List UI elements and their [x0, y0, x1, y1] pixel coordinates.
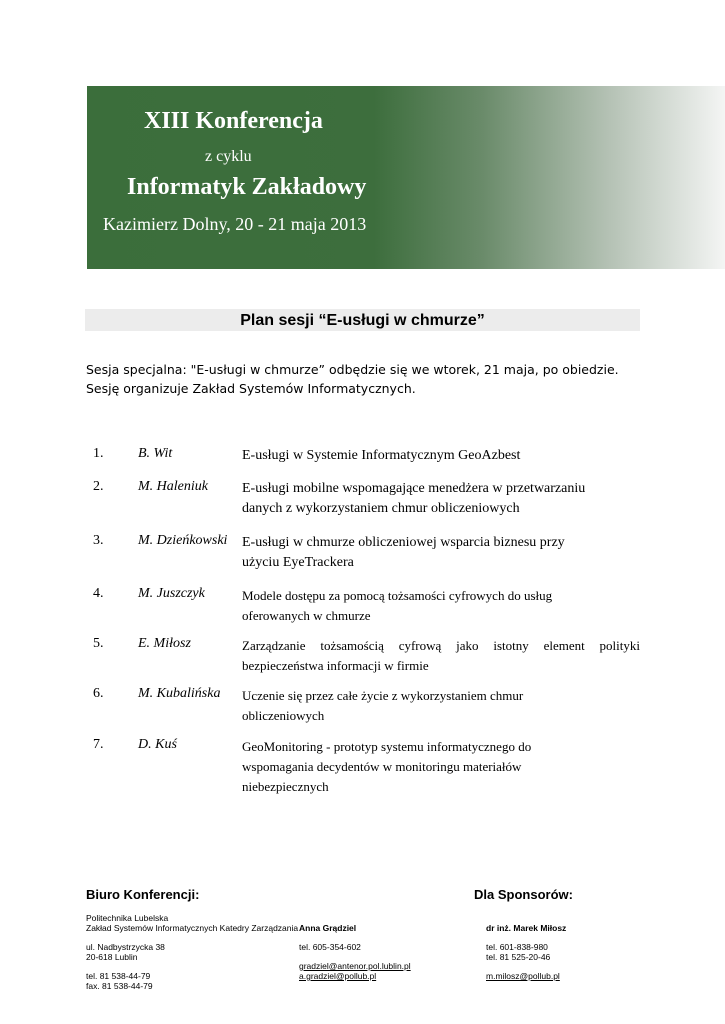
contact2-tel1: tel. 601-838-980 — [486, 942, 548, 952]
agenda-author: B. Wit — [138, 446, 173, 461]
contact1-tel: tel. 605-354-602 — [299, 942, 361, 952]
agenda-talk-title — [242, 737, 640, 797]
banner-subtitle: z cyklu — [205, 148, 252, 165]
contact1-email2[interactable]: a.gradziel@pollub.pl — [299, 971, 377, 981]
talk-line: E-usługi w chmurze obliczeniowej wsparcia biznesu przy — [242, 535, 565, 550]
agenda-author: M. Haleniuk — [138, 479, 208, 494]
session-title: Plan sesji “E-usługi w chmurze” — [85, 309, 640, 331]
agenda-author: M. Kubalińska — [138, 686, 221, 701]
talk-line: bezpieczeństwa informacji w firmie — [242, 658, 429, 673]
agenda-number: 6. — [93, 686, 104, 701]
office-tel: tel. 81 538-44-79 — [86, 971, 151, 981]
talk-line: Modele dostępu za pomocą tożsamości cyfrowych do usług — [242, 588, 553, 603]
office-org-line2: Zakład Systemów Informatycznych Katedry Zarządzania — [86, 923, 299, 933]
agenda-number: 3. — [93, 533, 104, 548]
intro-line-2: Sesję organizuje Zakład Systemów Informatycznych. — [86, 381, 416, 396]
talk-line: oferowanych w chmurze — [242, 608, 371, 623]
talk-line: E-usługi w Systemie Informatycznym GeoAzbest — [242, 448, 521, 463]
talk-line: użyciu EyeTrackera — [242, 555, 354, 570]
talk-line: Zarządzanie tożsamością cyfrową jako istotny element polityki — [242, 638, 640, 653]
agenda-number: 5. — [93, 636, 104, 651]
talk-line: GeoMonitoring - prototyp systemu informatycznego do — [242, 739, 532, 754]
conference-banner — [87, 86, 725, 269]
agenda-number: 7. — [93, 737, 104, 752]
agenda-talk-title — [242, 586, 640, 626]
agenda-number: 1. — [93, 446, 104, 461]
agenda-talk-title — [242, 636, 640, 676]
intro-text — [86, 360, 619, 398]
contact1-name: Anna Grądziel — [299, 923, 357, 933]
banner-place-date: Kazimierz Dolny, 20 - 21 maja 2013 — [103, 214, 367, 234]
talk-line: wspomagania decydentów w monitoringu materiałów — [242, 759, 522, 774]
banner-title: XIII Konferencja — [144, 108, 323, 134]
office-org-line1: Politechnika Lubelska — [86, 913, 169, 923]
contact1-email1[interactable]: gradziel@antenor.pol.lublin.pl — [299, 961, 411, 971]
agenda-talk-title — [242, 479, 640, 519]
agenda-author: D. Kuś — [138, 737, 177, 752]
talk-line: E-usługi mobilne wspomagające menedżera w przetwarzaniu — [242, 481, 586, 496]
contact2-name: dr inż. Marek Miłosz — [486, 923, 567, 933]
talk-line: obliczeniowych — [242, 708, 325, 723]
agenda-number: 4. — [93, 586, 104, 601]
agenda-author: M. Juszczyk — [138, 586, 205, 601]
contact2-email[interactable]: m.milosz@pollub.pl — [486, 971, 560, 981]
office-fax: fax. 81 538-44-79 — [86, 981, 153, 991]
talk-line: niebezpiecznych — [242, 779, 329, 794]
agenda-author: E. Miłosz — [138, 636, 191, 651]
agenda-author: M. Dzieńkowski — [138, 533, 228, 548]
office-street: ul. Nadbystrzycka 38 — [86, 942, 165, 952]
agenda-talk-title — [242, 533, 640, 573]
agenda-number: 2. — [93, 479, 104, 494]
agenda-talk-title — [242, 686, 640, 726]
agenda-talk-title — [242, 446, 640, 466]
banner-series: Informatyk Zakładowy — [127, 174, 367, 200]
office-heading: Biuro Konferencji: — [86, 887, 200, 902]
talk-line: danych z wykorzystaniem chmur obliczeniowych — [242, 501, 520, 516]
talk-line: Uczenie się przez całe życie z wykorzystaniem chmur — [242, 688, 524, 703]
sponsors-heading: Dla Sponsorów: — [474, 887, 573, 902]
intro-line-1: Sesja specjalna: "E-usługi w chmurze” odbędzie się we wtorek, 21 maja, po obiedzie. — [86, 362, 619, 377]
office-city: 20-618 Lublin — [86, 952, 138, 962]
contact2-tel2: tel. 81 525-20-46 — [486, 952, 551, 962]
